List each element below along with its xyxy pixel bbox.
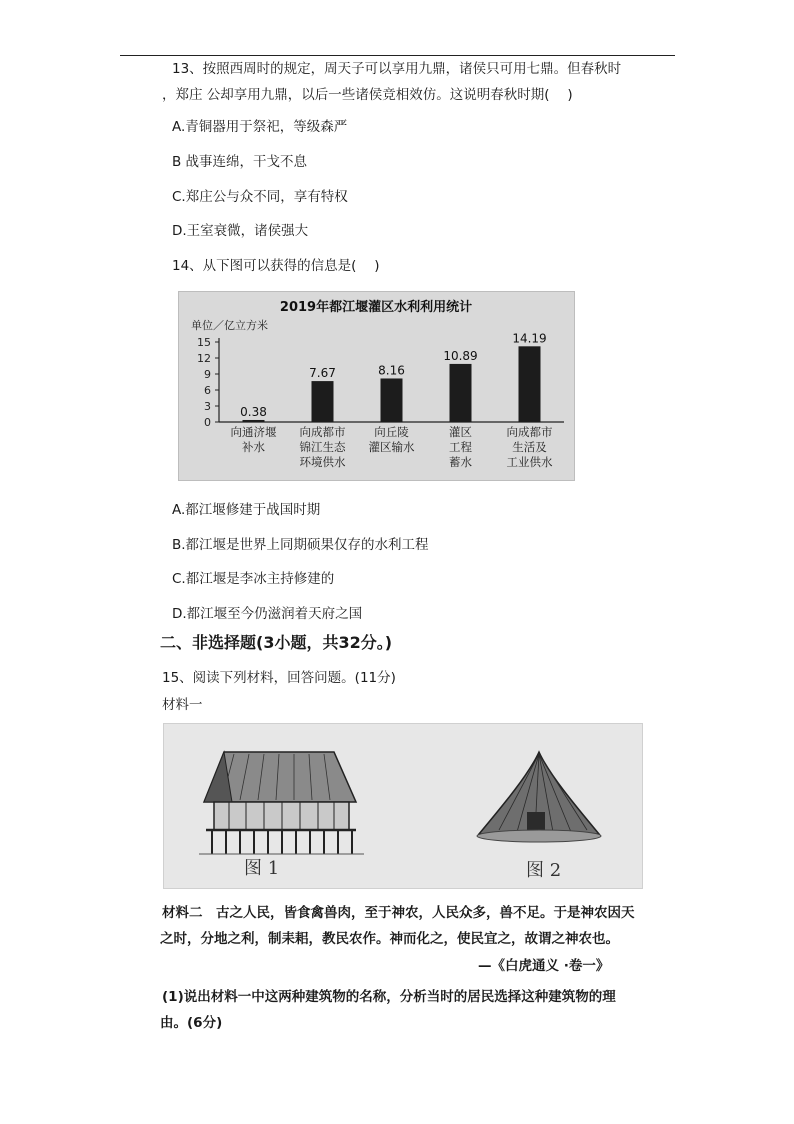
q13-stem-line2: ，郑庄 公却享用九鼎，以后一些诸侯竞相效仿。这说明春秋时期( ) xyxy=(162,87,573,103)
bar-value-label: 8.16 xyxy=(378,363,405,378)
category-label: 灌区 xyxy=(449,425,472,439)
category-label: 向成都市 xyxy=(299,425,346,439)
category-label: 工程 xyxy=(449,440,472,454)
y-tick-label: 0 xyxy=(204,416,211,429)
q15-sub1-line1: (1)说出材料一中这两种建筑物的名称，分析当时的居民选择这种建筑物的理 xyxy=(162,989,616,1005)
q14-stem: 14、从下图可以获得的信息是( ) xyxy=(172,258,380,274)
q14-option-d: D.都江堰至今仍滋润着天府之国 xyxy=(172,606,363,622)
category-label: 锦江生态 xyxy=(299,440,346,454)
bar xyxy=(519,346,541,422)
q14-option-c: C.都江堰是李冰主持修建的 xyxy=(172,571,335,587)
bar xyxy=(312,381,334,422)
material1-figure xyxy=(163,723,643,889)
material2-line2: 之时，分地之利，制耒耜，教民农作。神而化之，使民宜之，故谓之神农也。 xyxy=(160,931,619,947)
y-tick-label: 9 xyxy=(204,368,211,381)
category-label: 补水 xyxy=(242,440,265,454)
bar-value-label: 0.38 xyxy=(240,404,267,419)
q13-option-c: C.郑庄公与众不同，享有特权 xyxy=(172,189,348,205)
material2-line1: 材料二 古之人民，皆食禽兽肉，至于神农，人民众多，兽不足。于是神农因天 xyxy=(162,905,635,921)
category-label: 环境供水 xyxy=(299,455,346,469)
bar xyxy=(450,364,472,422)
y-tick-label: 3 xyxy=(204,400,211,413)
bar-value-label: 14.19 xyxy=(512,331,547,346)
bar xyxy=(381,378,403,422)
category-label: 向成都市 xyxy=(506,425,553,439)
section2-title: 二、非选择题(3小题，共32分。) xyxy=(160,633,393,652)
q14-option-a: A.都江堰修建于战国时期 xyxy=(172,502,321,518)
category-label: 生活及 xyxy=(512,440,547,454)
y-tick-label: 6 xyxy=(204,384,211,397)
q14-option-b: B.都江堰是世界上同期硕果仅存的水利工程 xyxy=(172,537,429,553)
y-tick-label: 12 xyxy=(197,352,211,365)
fig2-label: 图 2 xyxy=(526,860,562,881)
y-tick-label: 15 xyxy=(197,336,211,349)
chart-title: 2019年都江堰灌区水利利用统计 xyxy=(279,300,473,315)
hut-illustration xyxy=(469,744,609,864)
chart-ylabel: 单位／亿立方米 xyxy=(191,319,268,332)
category-label: 向丘陵 xyxy=(374,425,409,439)
bar-value-label: 7.67 xyxy=(309,366,336,381)
q15-stem: 15、阅读下列材料，回答问题。(11分) xyxy=(162,670,396,686)
category-label: 蓄水 xyxy=(449,455,472,469)
category-label: 向通济堰 xyxy=(230,425,277,439)
top-rule xyxy=(120,55,675,56)
q13-option-b: B 战事连绵，干戈不息 xyxy=(172,154,308,170)
stilt-house-illustration xyxy=(184,744,384,864)
material2-source: —《白虎通义 ·卷一》 xyxy=(478,958,610,974)
q15-sub1-line2: 由。(6分) xyxy=(160,1015,223,1031)
q13-option-a: A.青铜器用于祭祀，等级森严 xyxy=(172,119,348,135)
q15-material1-label: 材料一 xyxy=(162,697,203,713)
q13-stem-line1: 13、按照西周时的规定，周天子可以享用九鼎，诸侯只可用七鼎。但春秋时 xyxy=(172,61,622,77)
fig1-label: 图 1 xyxy=(244,858,280,879)
bar-value-label: 10.89 xyxy=(443,348,478,363)
category-label: 工业供水 xyxy=(506,455,553,469)
q13-option-d: D.王室衰微，诸侯强大 xyxy=(172,223,309,239)
category-label: 灌区输水 xyxy=(368,440,415,454)
bar xyxy=(243,420,265,422)
water-usage-chart xyxy=(178,291,575,481)
